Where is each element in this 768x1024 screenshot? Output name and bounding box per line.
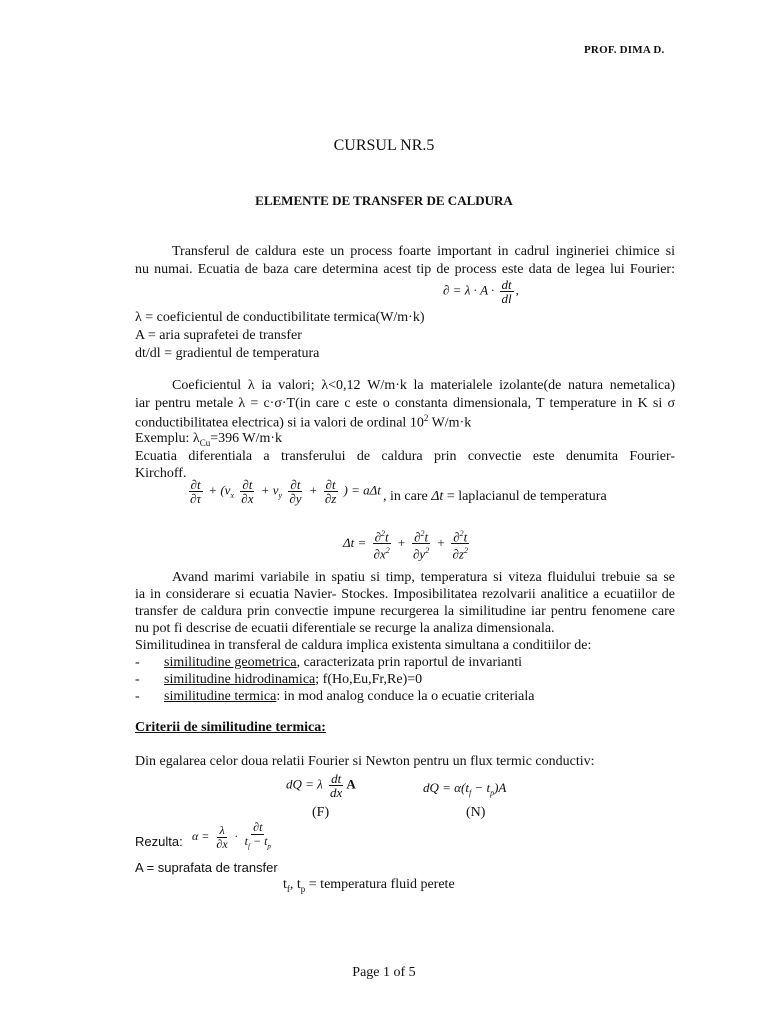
def-area-2: A = suprafata de transfer	[135, 860, 278, 875]
section-heading: Criterii de similitudine termica:	[135, 720, 326, 735]
fourier-eq-fraction	[500, 278, 514, 305]
bullet-2-rest: ; f(Ho,Eu,Fr,Re)=0	[315, 672, 423, 687]
fourier-eq-tail: ,	[515, 282, 519, 298]
fk-frac-dt-dy: $\frac{\partial t}{\partial y}$	[289, 477, 302, 506]
lap-frac-z: $\frac{\partial^2t}{\partial z^2}$	[452, 529, 468, 562]
bullet-2-term: similitudine hidrodinamica	[164, 672, 316, 687]
laplacian-equation: Δt = $\frac{\partial^2t}{\partial x^2}$ + $\frac{\partial^2t}{\partial y^2}$ + $\frac{\partial^2t}{\partial z^2}$	[343, 529, 468, 562]
page-title: CURSUL NR.5	[333, 137, 435, 154]
p2-line1: Coeficientul λ ia valori; λ<0,12 W/m·k la materialele izolante(de natura nemetalica)	[172, 378, 675, 393]
fk-frac-dt-dz: $\frac{\partial t}{\partial z}$	[324, 477, 337, 506]
result-label: Rezulta:	[135, 834, 183, 849]
def-temps-sub1: f	[286, 883, 290, 894]
p1-line2: nu numai. Ecuatia de baza care determina acest tip de process este data de legea lui Fourier:	[135, 262, 675, 277]
res-frac-dt-tf-tp: $\frac{\partial t}{t_f - t_p}$	[244, 820, 271, 851]
label-f: (F)	[312, 805, 330, 820]
fourier-eq-left: ∂ = λ · A ·	[443, 282, 495, 298]
fk-explanation	[383, 489, 607, 505]
bullet-dash-2: -	[135, 672, 140, 687]
example-value: =396 W/m·k	[210, 431, 283, 446]
example-line	[135, 431, 282, 448]
fk-frac-dt-dtau: $\frac{\partial t}{\partial\tau}$	[190, 477, 202, 506]
def-gradient: dt/dl = gradientul de temperatura	[135, 346, 320, 361]
bullet-dash-3: -	[135, 689, 140, 704]
dq-frac-dt-dx: $\frac{dt}{dx}$	[330, 771, 343, 800]
fk-desc: = laplacianul de temperatura	[443, 489, 607, 504]
def-lambda: λ = coeficientul de conductibilitate termica(W/m·k)	[135, 310, 425, 325]
p2-line3-a: conductibilitatea electrica) si ia valori de ordinal 10	[135, 415, 424, 431]
p1-line1: Transferul de caldura este un process foarte important in cadrul ingineriei chimice si	[172, 244, 675, 259]
res-frac-lambda: $\frac{\lambda}{\partial x}$	[216, 822, 228, 851]
bullet-3	[164, 689, 534, 705]
def-temps-a: t	[283, 877, 287, 892]
author-header: PROF. DIMA D.	[584, 44, 665, 56]
def-temps	[283, 877, 455, 894]
equation-newton-dq: dQ = $\alpha(t_f - t_p)A$	[423, 780, 507, 798]
p4-line2: ia in considerare si ecuatia Navier- Stockes. Imposibilitatea rezolvarii analitice a ecuatiilor de	[135, 587, 675, 602]
lap-frac-x: $\frac{\partial^2t}{\partial x^2}$	[373, 529, 390, 562]
p4-line4: nu pot fi descrise de ecuatii diferentiale se recurge la analiza dimensionala.	[135, 621, 555, 636]
bullet-1	[164, 655, 522, 671]
p3-line1: Ecuatia diferentiala a transferului de caldura prin convectie este denumita Fourier-	[135, 449, 675, 464]
bullet-3-term: similitudine termica	[164, 689, 277, 704]
example-sub: Cu	[199, 437, 211, 448]
def-temps-b: = temperatura fluid perete	[305, 877, 455, 892]
fourier-equation	[443, 278, 519, 305]
fk-frac-dt-dx: $\frac{\partial t}{\partial x}$	[241, 477, 254, 506]
result-equation: α = $\frac{\lambda}{\partial x}$ · $\frac{\partial t}{t_f - t_p}$	[192, 821, 275, 853]
bullet-dash-1: -	[135, 655, 140, 670]
bullet-3-rest: : in mod analog conduce la o ecuatie criteriala	[276, 689, 535, 704]
p4-line1: Avand marimi variabile in spatiu si timp, temperatura si viteza fluidului trebuie sa se	[172, 570, 675, 585]
p2-line3	[135, 413, 471, 432]
def-temps-sub2: p	[300, 883, 306, 894]
bullet-2	[164, 672, 422, 688]
label-n: (N)	[466, 805, 486, 820]
def-area: A = aria suprafetei de transfer	[135, 328, 302, 343]
p3-line2: Kirchoff.	[135, 466, 187, 481]
fourier-kirchoff-equation: $\frac{\partial t}{\partial\tau}$ + ($v_x$ $\frac{\partial t}{\partial x}$ + $v_y$ $\frac{\partial t}{\partial y}$ + $\frac{\partial t}{\partial z}$ ) = aΔt	[190, 477, 381, 506]
bullet-1-rest: , caracterizata prin raportul de invarianti	[296, 655, 523, 670]
p4-line5: Similitudinea in transferal de caldura implica existenta simultana a conditiilor de:	[135, 638, 592, 653]
equation-fourier-dq: dQ = λ $\frac{dt}{dx}$ A	[286, 771, 356, 800]
lap-frac-y: $\frac{\partial^2t}{\partial y^2}$	[413, 529, 430, 562]
fk-tail: , in care	[383, 489, 428, 504]
p5-line: Din egalarea celor doua relatii Fourier si Newton pentru un flux termic conductiv:	[135, 754, 595, 769]
fk-delta: Δt	[431, 489, 444, 504]
fourier-eq-num: dt	[501, 277, 512, 292]
p2-line3-sup: 2	[423, 413, 429, 423]
p2-line2: iar pentru metale λ = c·σ·T(in care c este o constanta dimensionala, T temperature in K si σ	[135, 396, 675, 411]
page-footer: Page 1 of 5	[352, 965, 416, 980]
page-subtitle: ELEMENTE DE TRANSFER DE CALDURA	[255, 193, 513, 208]
fourier-eq-den: dl	[501, 291, 512, 306]
p2-line3-b: W/m·k	[428, 415, 472, 431]
bullet-1-term: similitudine geometrica	[164, 655, 297, 670]
example-prefix: Exemplu: λ	[135, 431, 200, 446]
dq-a-bold: A	[346, 776, 356, 792]
def-temps-mid: , t	[289, 877, 301, 892]
p4-line3: transfer de caldura prin convectie impune recurgerea la similitudine iar pentru fenomene care	[135, 604, 675, 619]
